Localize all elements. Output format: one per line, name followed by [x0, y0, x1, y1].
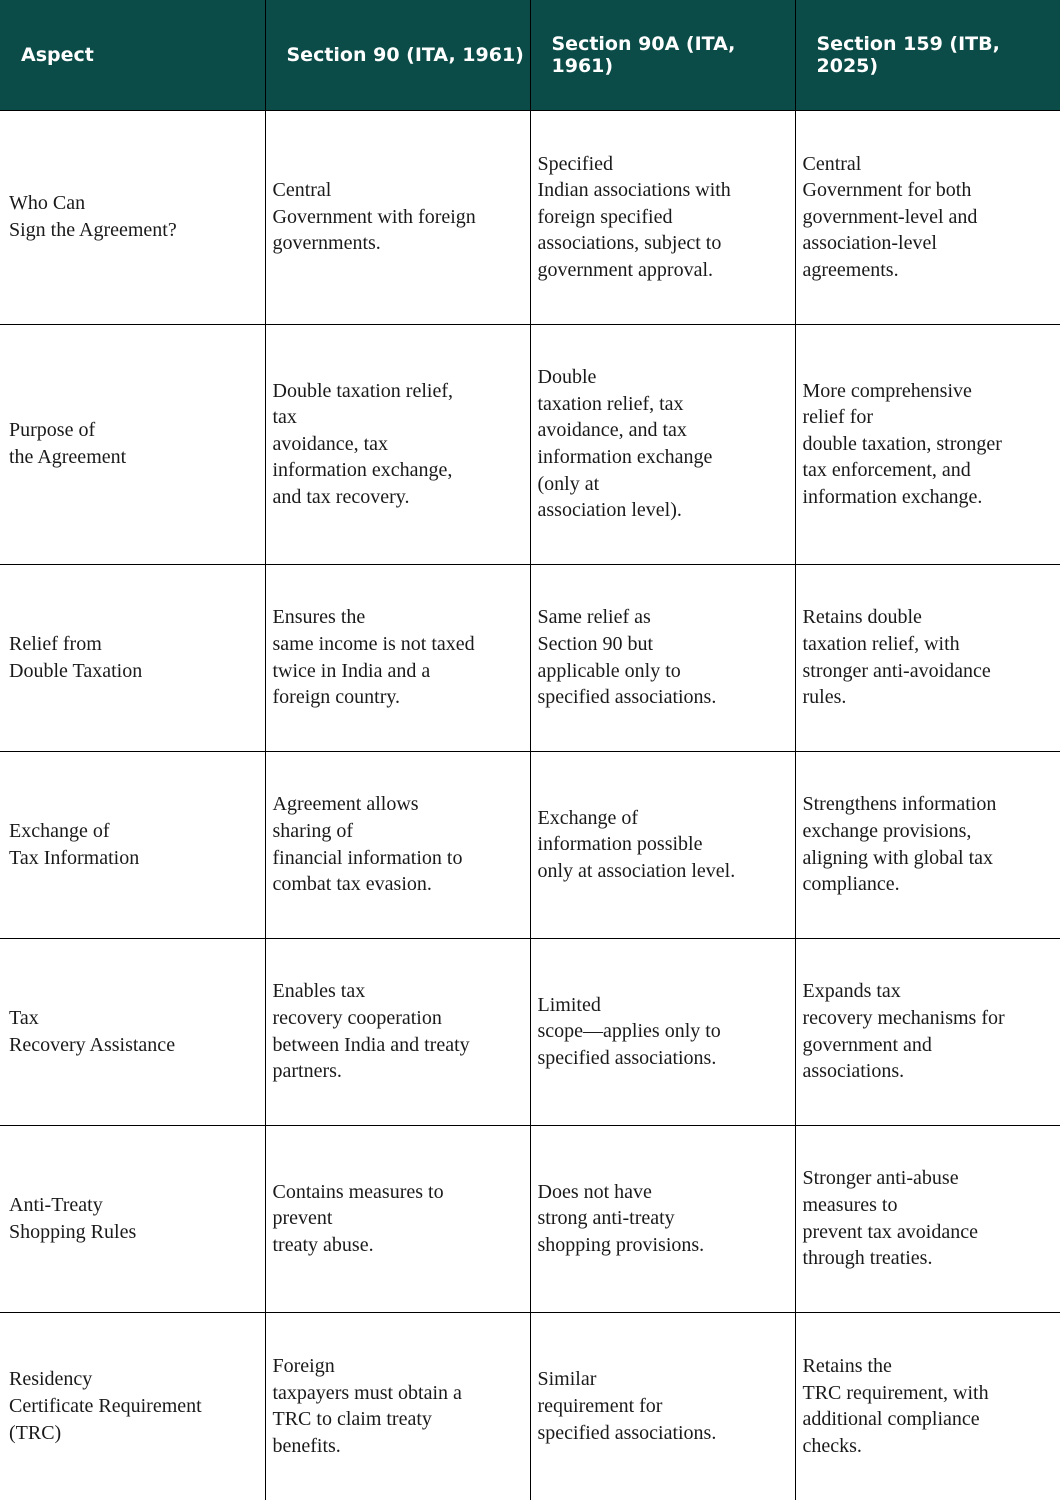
aspect-cell: Residency Certificate Requirement (TRC) [0, 1312, 265, 1500]
header-row [0, 0, 1060, 110]
table-row [0, 1312, 1060, 1500]
header-section-159: Section 159 (ITB, 2025) [795, 0, 1060, 110]
section-90a-cell: Specified Indian associations with foreign specified associations, subject to government approval. [530, 110, 795, 324]
section-90-cell: Contains measures to prevent treaty abuse. [265, 1125, 530, 1312]
section-90-cell: Enables tax recovery cooperation between India and treaty partners. [265, 938, 530, 1125]
section-159-cell: Retains the TRC requirement, with additional compliance checks. [795, 1312, 1060, 1500]
section-90a-cell: Similar requirement for specified associations. [530, 1312, 795, 1500]
header-section-90: Section 90 (ITA, 1961) [265, 0, 530, 110]
section-159-cell: Retains double taxation relief, with stronger anti-avoidance rules. [795, 564, 1060, 751]
section-159-cell: Strengthens information exchange provisions, aligning with global tax compliance. [795, 751, 1060, 938]
table-row [0, 751, 1060, 938]
aspect-cell: Exchange of Tax Information [0, 751, 265, 938]
aspect-cell: Relief from Double Taxation [0, 564, 265, 751]
header-section-90a: Section 90A (ITA, 1961) [530, 0, 795, 110]
section-90-cell: Double taxation relief, tax avoidance, tax information exchange, and tax recovery. [265, 324, 530, 564]
section-90-cell: Ensures the same income is not taxed twice in India and a foreign country. [265, 564, 530, 751]
section-90a-cell: Double taxation relief, tax avoidance, and tax information exchange (only at association level). [530, 324, 795, 564]
aspect-cell: Purpose of the Agreement [0, 324, 265, 564]
section-90-cell: Agreement allows sharing of financial information to combat tax evasion. [265, 751, 530, 938]
section-90a-cell: Exchange of information possible only at association level. [530, 751, 795, 938]
table-body [0, 110, 1060, 1500]
section-90-cell: Central Government with foreign governments. [265, 110, 530, 324]
table-row [0, 110, 1060, 324]
section-159-cell: Central Government for both government-level and association-level agreements. [795, 110, 1060, 324]
table-row [0, 1125, 1060, 1312]
section-159-cell: More comprehensive relief for double taxation, stronger tax enforcement, and information exchange. [795, 324, 1060, 564]
table-header [0, 0, 1060, 110]
header-aspect: Aspect [0, 0, 265, 110]
table-row [0, 938, 1060, 1125]
section-90a-cell: Does not have strong anti-treaty shopping provisions. [530, 1125, 795, 1312]
aspect-cell: Tax Recovery Assistance [0, 938, 265, 1125]
aspect-cell: Who Can Sign the Agreement? [0, 110, 265, 324]
section-159-cell: Stronger anti-abuse measures to prevent tax avoidance through treaties. [795, 1125, 1060, 1312]
table-row [0, 324, 1060, 564]
section-90a-cell: Same relief as Section 90 but applicable only to specified associations. [530, 564, 795, 751]
aspect-cell: Anti-Treaty Shopping Rules [0, 1125, 265, 1312]
table-row [0, 564, 1060, 751]
section-159-cell: Expands tax recovery mechanisms for government and associations. [795, 938, 1060, 1125]
section-90a-cell: Limited scope—applies only to specified associations. [530, 938, 795, 1125]
section-90-cell: Foreign taxpayers must obtain a TRC to claim treaty benefits. [265, 1312, 530, 1500]
